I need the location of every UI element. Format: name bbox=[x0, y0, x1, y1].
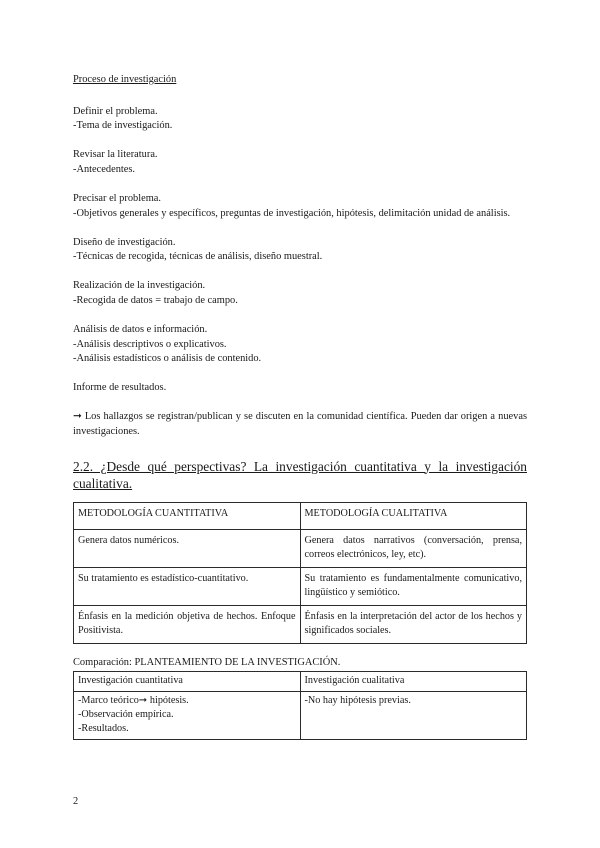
step-heading: Análisis de datos e información. bbox=[73, 324, 208, 336]
cell-line: -Observación empírica. bbox=[78, 709, 174, 721]
step-research-design bbox=[73, 236, 527, 265]
arrow-note: ➞ Los hallazgos se registran/publican y se discuten en la comunidad científica. Pueden dar origen a nuevas investigaciones. bbox=[73, 411, 527, 437]
table-cell bbox=[74, 692, 301, 740]
step-line: -Objetivos generales y específicos, preguntas de investigación, hipótesis, delimitación unidad de análisis. bbox=[73, 207, 511, 219]
table-cell: Énfasis en la medición objetiva de hechos. Enfoque Positivista. bbox=[74, 605, 301, 643]
table-header-cell: Investigación cualitativa bbox=[300, 672, 527, 692]
table-cell: Genera datos narrativos (conversación, prensa, correos electrónicos, ley, etc). bbox=[300, 529, 527, 567]
step-line: -Antecedentes. bbox=[73, 163, 136, 175]
document-page bbox=[73, 73, 527, 740]
step-heading: Informe de resultados. bbox=[73, 382, 167, 394]
step-line: -Análisis descriptivos o explicativos. bbox=[73, 338, 227, 350]
step-heading: Realización de la investigación. bbox=[73, 280, 206, 292]
table-cell: Énfasis en la interpretación del actor de los hechos y significados sociales. bbox=[300, 605, 527, 643]
methodology-table bbox=[73, 502, 527, 644]
cell-line: -Resultados. bbox=[78, 723, 129, 735]
step-define-problem bbox=[73, 105, 527, 134]
page-title: Proceso de investigación bbox=[73, 74, 177, 85]
step-heading: Diseño de investigación. bbox=[73, 236, 176, 248]
cell-line: -Marco teórico➞ hipótesis. bbox=[78, 695, 189, 707]
table-header-row bbox=[74, 502, 527, 529]
section-heading: 2.2. ¿Desde qué perspectivas? La investigación cuantitativa y la investigación cualitativa. bbox=[73, 458, 527, 491]
step-conduct-research bbox=[73, 279, 527, 308]
step-heading: Revisar la literatura. bbox=[73, 149, 158, 161]
table-header-cell: METODOLOGÍA CUANTITATIVA bbox=[74, 502, 301, 529]
comparison-table bbox=[73, 671, 527, 740]
step-results-report bbox=[73, 381, 527, 396]
table-header-row bbox=[74, 672, 527, 692]
step-specify-problem bbox=[73, 192, 527, 221]
step-data-analysis bbox=[73, 323, 527, 367]
table-row bbox=[74, 692, 527, 740]
table-row bbox=[74, 567, 527, 605]
table-row bbox=[74, 529, 527, 567]
step-heading: Definir el problema. bbox=[73, 105, 158, 117]
step-review-literature bbox=[73, 148, 527, 177]
step-line: -Análisis estadísticos o análisis de contenido. bbox=[73, 353, 262, 365]
table-cell: Su tratamiento es estadístico-cuantitativo. bbox=[74, 567, 301, 605]
step-heading: Precisar el problema. bbox=[73, 192, 161, 204]
step-line: -Recogida de datos = trabajo de campo. bbox=[73, 294, 238, 306]
page-number: 2 bbox=[73, 796, 79, 807]
table-header-cell: METODOLOGÍA CUALITATIVA bbox=[300, 502, 527, 529]
step-line: -Tema de investigación. bbox=[73, 120, 173, 132]
comparison-caption: Comparación: PLANTEAMIENTO DE LA INVESTIGACIÓN. bbox=[73, 656, 341, 668]
step-line: -Técnicas de recogida, técnicas de análisis, diseño muestral. bbox=[73, 251, 323, 263]
table-cell: Genera datos numéricos. bbox=[74, 529, 301, 567]
table-header-cell: Investigación cuantitativa bbox=[74, 672, 301, 692]
table-cell bbox=[300, 692, 527, 740]
cell-line: -No hay hipótesis previas. bbox=[304, 695, 411, 707]
table-cell: Su tratamiento es fundamentalmente comunicativo, lingüístico y semiótico. bbox=[300, 567, 527, 605]
table-row bbox=[74, 605, 527, 643]
